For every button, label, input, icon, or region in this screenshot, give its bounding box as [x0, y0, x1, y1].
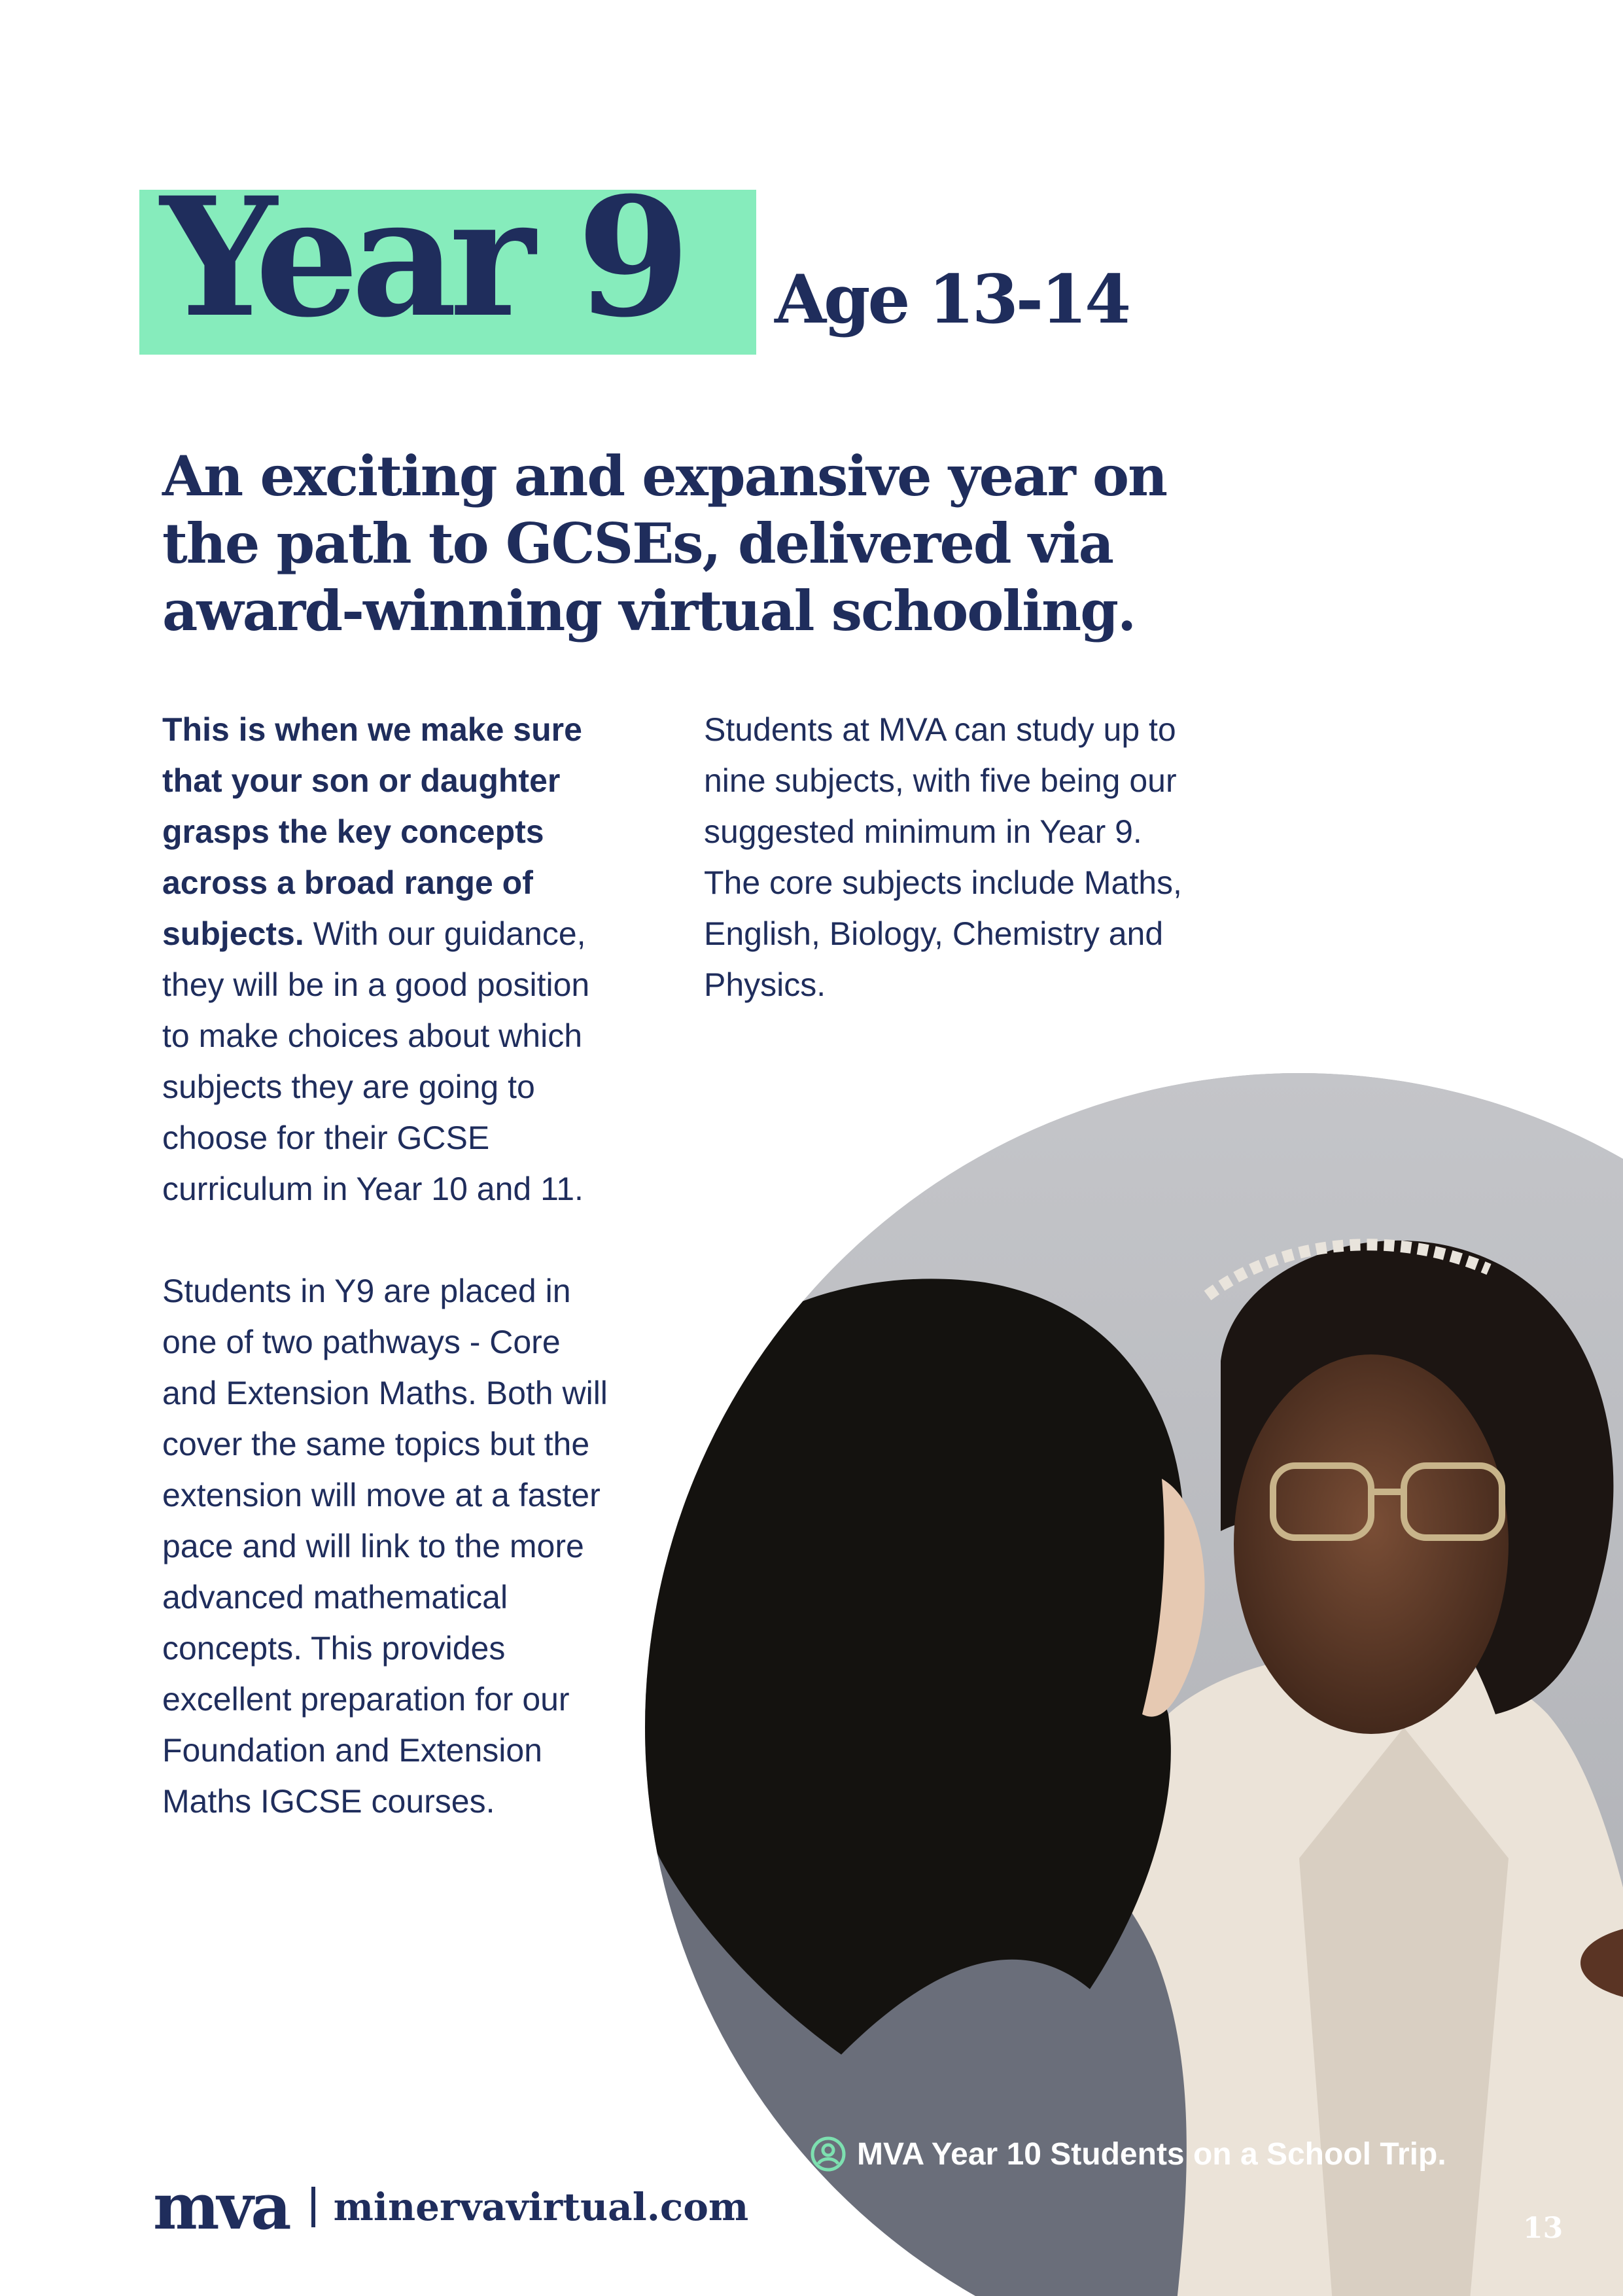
- right-column: [704, 704, 1201, 1010]
- website-url[interactable]: minervavirtual.com: [333, 2185, 749, 2229]
- headline-line: An exciting and expansive year on: [162, 444, 1167, 508]
- footer-logo: [153, 2170, 749, 2244]
- page-number: 13: [1523, 2212, 1563, 2245]
- intro-paragraph: [162, 704, 620, 1214]
- students-photo-illustration: [645, 1073, 1623, 2296]
- pathways-paragraph: Students in Y9 are placed in one of two pathways - Core and Extension Maths. Both will cover the same topics but the extension will move at a faster pace and will link to the more advanced mathematical concepts. This provides excellent preparation for our Foundation and Extension Maths IGCSE courses.: [162, 1273, 608, 1820]
- subjects-paragraph: Students at MVA can study up to nine subjects, with five being our suggested minimum in Year 9. The core subjects include Maths, English, Biology, Chemistry and Physics.: [704, 711, 1182, 1003]
- photo-caption: [810, 2136, 1446, 2172]
- caption-text: MVA Year 10 Students on a School Trip.: [857, 2136, 1446, 2172]
- logo-divider: [311, 2187, 315, 2227]
- intro-bold-text: This is when we make sure that your son or daughter grasps the key concepts across a broad range of subjects.: [162, 711, 582, 952]
- year-title: Year 9: [160, 161, 683, 353]
- headline-line: the path to GCSEs, delivered via: [162, 511, 1113, 576]
- user-circle-icon: [810, 2136, 846, 2172]
- intro-text: With our guidance, they will be in a good position to make choices about which subjects they are going to choose for their GCSE curriculum in Year 10 and 11.: [162, 915, 590, 1207]
- left-column: [162, 704, 620, 1827]
- headline-line: award-winning virtual schooling.: [162, 578, 1136, 643]
- mva-logo: mva: [153, 2170, 289, 2244]
- age-range: Age 13-14: [775, 260, 1129, 339]
- students-photo: [645, 1073, 1623, 2296]
- headline: [162, 442, 1196, 645]
